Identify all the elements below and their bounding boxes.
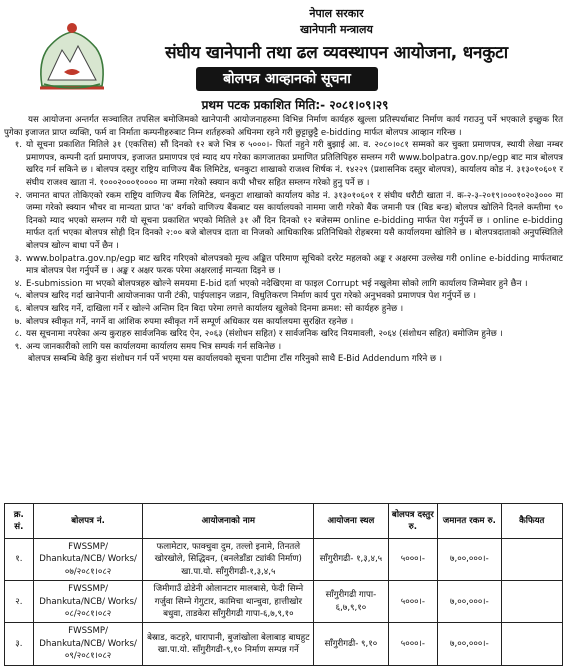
cell-remarks (501, 581, 562, 623)
cell-security: ७,००,०००।- (438, 581, 502, 623)
cell-bid-no: FWSSMP/ Dhankuta/NCB/ Works/०९/२०८१।०८२ (33, 623, 143, 665)
table-header-row (5, 504, 563, 539)
condition-item (4, 328, 563, 341)
condition-item (4, 316, 563, 329)
notice-banner: बोलपत्र आव्हानको सूचना (196, 67, 378, 91)
table-row (5, 623, 563, 665)
cell-project-name: जिमीगाउँ ढोडेनी ओलानटार मालबासे, फेदी सिम्ने गर्जुवा सिम्ने गेगुटार, कामिचा थान्चुवा, हात्तीखोर बधुवा, ताडकेरा साँगुरीगढी गापा-६,७,९,१० (143, 581, 314, 623)
cell-sn: २. (5, 581, 34, 623)
condition-text: www.bolpatra.gov.np/egp बाट खरिद गरिएको बोलपत्रको मूल्य अङ्कित परिमाण सूचिको दररेट महलको अङ्क र अक्षरमा उल्लेख गरी online e-bidding मार्फतबाट मात्र बोलपत्र पेश गर्नुपर्ने छ । अङ्क र अक्षर फरक परेमा अक्षरलाई मान्यता दिइने छ । (26, 253, 563, 277)
condition-item (4, 290, 563, 303)
cell-fee: ५०००।- (388, 539, 437, 581)
cell-fee: ५०००।- (388, 623, 437, 665)
government-label: नेपाल सरकार (309, 7, 364, 20)
nepal-emblem-icon (34, 18, 110, 94)
column-header-sn: क्र. सं. (5, 504, 34, 539)
condition-number: ६. (14, 303, 22, 314)
column-header-bid-no: बोलपत्र नं. (33, 504, 143, 539)
cell-location: साँगुरीगढी गापा- ६,७,९,१० (314, 581, 388, 623)
cell-bid-no: FWSSMP/ Dhankuta/NCB/ Works/०८/२०८१।०८२ (33, 581, 143, 623)
notice-body (4, 114, 563, 366)
cell-location: साँगुरीगढी- ९,१० (314, 623, 388, 665)
condition-text: अन्य जानकारीको लागि यस कार्यालयमा कार्यालय समय भित्र सम्पर्क गर्न सकिनेछ । (26, 341, 282, 352)
condition-number: २. (14, 190, 22, 201)
condition-number: ९. (14, 341, 22, 352)
notice-intro: यस आयोजना अन्तर्गत सञ्चालित तपसिल बमोजिमको खानेपानी आयोजनाहरुमा विभिन्न निर्माण कार्यहरु खुल्ला प्रतिस्पर्धाबाट निर्माण कार्य गराउनु पर्ने भएकाले इच्छुक रित पुगेका इजाजत प्राप्त व्यक्ति, फर्म वा निर्माता कम्पनीहरुबाट निम्न शर्तहरुको अधिनमा रहने गरी छुट्टाछुट्टै e-bidding मार्फत बोलपत्र आव्हान गरिन्छ । (4, 115, 563, 138)
condition-item (4, 139, 563, 189)
cell-sn: ३. (5, 623, 34, 665)
condition-text: बोलपत्र खरिद गर्दा खानेपानी आयोजनाका पानी टंकी, पाईपलाइन जडान, विधुतिकरण निर्माण कार्य पुरा गरेको अनुभवको प्रमाणपत्र पेश गर्नुपर्ने छ । (26, 291, 476, 302)
cell-bid-no: FWSSMP/ Dhankuta/NCB/ Works/०७/२०८१।०८२ (33, 539, 143, 581)
condition-text: बोलपत्र स्वीकृत गर्ने, नगर्ने वा आंशिक रुपमा स्वीकृत गर्ने सम्पूर्ण अधिकार यस कार्यालयमा सुरक्षित रहनेछ । (26, 316, 354, 327)
condition-item (4, 253, 563, 278)
cell-sn: १. (5, 539, 34, 581)
condition-text: यस सूचनामा नपरेका अन्य कुराहरु सार्वजनिक खरिद ऐन, २०६३ (संशोधन सहित) र सार्वजनिक खरिद नियमावली, २०६४ (संशोधन सहित) बमोजिम हुनेछ । (26, 329, 503, 340)
condition-item (4, 341, 563, 354)
condition-number: १. (14, 140, 22, 151)
column-header-fee: बोलपत्र दस्तुर रु. (388, 504, 437, 539)
column-header-security: जमानत रकम रु. (438, 504, 502, 539)
cell-security: ७,००,०००।- (438, 539, 502, 581)
condition-item (4, 303, 563, 316)
publication-date: प्रथम पटक प्रकाशित मिति:- २०८१।०९।२९ (201, 98, 389, 112)
condition-list (4, 139, 563, 353)
office-title: संघीय खानेपानी तथा ढल व्यवस्थापन आयोजना, धनकुटा (165, 43, 508, 63)
cell-remarks (501, 623, 562, 665)
condition-number: ५. (14, 291, 22, 302)
cell-remarks (501, 539, 562, 581)
cell-project-name: बेस्राड, कटहरे, धारापानी, बुजांखोला बेलाबाड़ बाघहुट खा.पा.यो. साँगुरीगढी-९,१० निर्माण सम्पन्न गर्ने (143, 623, 314, 665)
table-row (5, 581, 563, 623)
condition-number: ७. (14, 316, 22, 327)
condition-item (4, 278, 563, 291)
condition-text: E-submission मा भएको बोलपत्रहरु खोल्ने समयमा E-bid दर्ता भएको नदेखिएमा वा फाइल Corrupt भई नखुलेमा सोको लागि कार्यालय जिम्मेवार हुने छैन । (26, 278, 528, 289)
notice-closing: बोलपत्र सम्बन्धि केहि कुरा संशोधन गर्न पर्ने भएमा यस कार्यालयको सूचना पाटीमा टाँस गरिनुको साथै E-Bid Addendum गरिने छ । (28, 354, 443, 365)
table-row (5, 539, 563, 581)
condition-number: ३. (14, 253, 22, 264)
condition-text: बोलपत्र खरिद गर्ने, दाखिला गर्ने र खोल्ने अन्तिम दिन बिदा परेमा लगत्ते कार्यालय खुलेको दिनमा क्रमश: सो कार्यहरु हुनेछ । (26, 303, 404, 314)
bid-table (4, 503, 563, 666)
condition-item (4, 190, 563, 253)
cell-fee: ५०००।- (388, 581, 437, 623)
cell-security: ७,००,०००।- (438, 623, 502, 665)
condition-text: जमानत बापत तोकिएको रकम राष्ट्रिय वाणिज्य बैंक लिमिटेड, धनकुटा शाखाको कार्यालय कोड नं. ३१३०१०६०१ र संघीय धरौटी खाता नं. क-२-३-२०१९।०००१०२०३००० मा जम्मा गरेको स्क्यान भौचर वा मान्यता प्राप्त 'क' वर्गको वाणिज्य बैंकबाट यस कार्यालयको नाममा जारी गरेको बैंक जमानी पत्र (बिड बन्ड) बोलपत्र खोलिने दिनले कम्तीमा ९० दिनको म्याद भएको सम्लग्न गरी यो सूचना प्रकाशित भएको मितिले ३१ औं दिन दिनको १२ बजेसम्म online e-bidding मार्फत पेश गर्नुपर्ने छ । online e-bidding मार्फत दर्ता भएका बोलपत्र सोही दिन दिनको २:०० बजे बोलपत्र दाता वा निजको आधिकारिक प्रतिनिधिको रोहबरमा यसै कार्यालयमा खोलिने छ । बोलपत्रदाताको अनुपस्थितिले बोलपत्र खोल्न बाधा पर्ने छैन । (26, 190, 563, 251)
cell-project-name: फलामेटार, फाक्चुवा दुम, तल्लो इनामे, तिनतले खोरखोले, सिद्धिवन, (बनलेडाँडा ट्यांकी निर्माण) खा.पा.यो. साँगुरीगढी-१,३,४,५ (143, 539, 314, 581)
column-header-location: आयोजना स्थल (314, 504, 388, 539)
condition-text: यो सूचना प्रकाशित मितिले ३१ (एकत्तिस) सौं दिनको १२ बजे भित्र रु ५०००।- फिर्ता नहुने गरी बुझाई आ. व. २०८०।०८१ सम्मको कर चुक्ता प्रमाणपत्र, स्थायी लेखा नम्बर प्रमाणपत्र, कम्पनी दर्ता प्रमाणपत्र, इजाजत प्रमाणपत्र एवं म्याद थप गरेका कागजातका प्रमाणित प्रतिलिपिहरु सम्लग्न गरी www.bolpatra.gov.np/egp बाट मात्र बोलपत्र खरिद गर्न सकिने छ । बोलपत्र दस्तुर राष्ट्रिय वाणिज्य बैंक लिमिटेड, धनकुटा शाखाको राजश्व शिर्षक नं. १४२२९ (प्रशासनिक दस्तुर बोलपत्र), कार्यालय कोड नं. ३१३०१०६०१ र संघीय राजश्व खाता नं. १०००२०००१०००० मा जम्मा गरेको स्क्यान कपी भौचर सहित सम्लग्न गरेको हुनु पर्ने छ । (26, 140, 563, 188)
condition-number: ८. (14, 329, 22, 340)
column-header-project-name: आयोजनाको नाम (143, 504, 314, 539)
cell-location: साँगुरीगढी- १,३,४,५ (314, 539, 388, 581)
ministry-label: खानेपानी मन्त्रालय (300, 23, 373, 36)
condition-number: ४. (14, 278, 22, 289)
column-header-remarks: कैफियत (501, 504, 562, 539)
